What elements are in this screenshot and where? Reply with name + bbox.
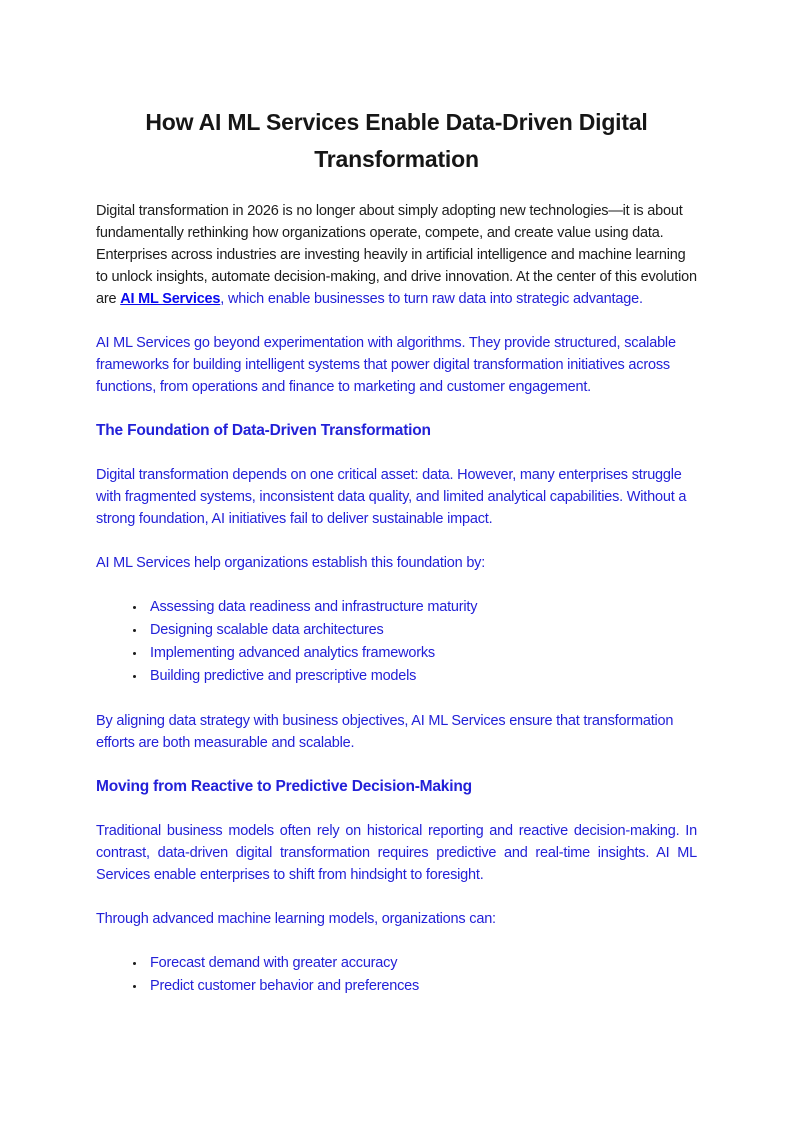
intro-text-blue: , which enable businesses to turn raw data into strategic advantage. [220,291,643,307]
ai-ml-services-link[interactable]: AI ML Services [120,291,221,307]
foundation-paragraph: Digital transformation depends on one critical asset: data. However, many enterprises struggle with fragmented systems, inconsistent data quality, and limited analytical capabilities. Without a strong foundation, AI initiatives fail to deliver sustainable impact. [96,467,687,527]
heading-foundation: The Foundation of Data-Driven Transformation [96,422,431,439]
heading-predictive: Moving from Reactive to Predictive Decision-Making [96,778,472,795]
predictive-paragraph: Traditional business models often rely on historical reporting and reactive decision-making. In contrast, data-driven digital transformation requires predictive and real-time insights. AI ML Services enable enterprises to shift from hindsight to foresight. [96,823,697,883]
intro-paragraph [96,200,697,310]
page-title: How AI ML Services Enable Data-Driven Digital Transformation [145,109,648,172]
services-overview-paragraph: AI ML Services go beyond experimentation with algorithms. They provide structured, scalable frameworks for building intelligent systems that power digital transformation initiatives across functions, from operations and finance to marketing and customer engagement. [96,335,676,395]
list-item: • Designing scalable data architectures [146,619,697,642]
predictive-bullet-list [96,952,697,998]
foundation-bullet-list [96,596,697,688]
list-item: • Implementing advanced analytics frameworks [146,642,697,665]
foundation-list-intro: AI ML Services help organizations establish this foundation by: [96,555,486,571]
list-item: • Assessing data readiness and infrastructure maturity [146,596,697,619]
list-item: • Forecast demand with greater accuracy [146,952,697,975]
foundation-closing-paragraph: By aligning data strategy with business objectives, AI ML Services ensure that transformation efforts are both measurable and scalable. [96,713,674,751]
list-item: • Building predictive and prescriptive models [146,665,697,688]
intro-text-black: Digital transformation in 2026 is no longer about simply adopting new technologies—it is about fundamentally rethinking how organizations operate, compete, and create value using data. Enterprises across industries are investing heavily in artificial intelligence and machine learning to unlock insights, automate decision-making, and drive innovation. At the center of this evolution are [96,203,697,307]
predictive-list-intro: Through advanced machine learning models, organizations can: [96,911,496,927]
list-item: • Predict customer behavior and preferences [146,975,697,998]
